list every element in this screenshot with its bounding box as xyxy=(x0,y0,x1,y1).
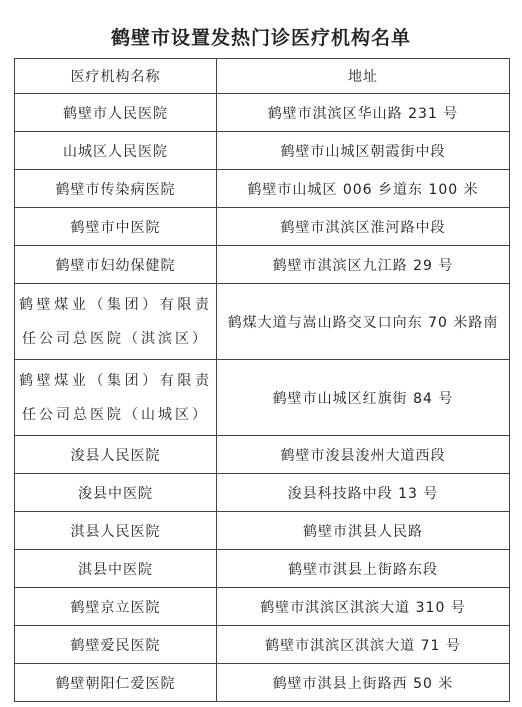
hospital-address: 鹤壁市淇县人民路 xyxy=(217,512,510,550)
table-row xyxy=(15,94,510,132)
table-row xyxy=(15,246,510,284)
hospital-name: 鹤壁朝阳仁爱医院 xyxy=(15,664,217,702)
hospital-name: 鹤壁爱民医院 xyxy=(15,626,217,664)
hospital-name: 鹤壁煤业（集团）有限责任公司总医院（山城区） xyxy=(15,360,217,436)
hospital-name: 鹤壁市中医院 xyxy=(15,208,217,246)
column-header-name: 医疗机构名称 xyxy=(15,59,217,94)
table-row xyxy=(15,360,510,436)
table-row xyxy=(15,132,510,170)
hospital-address: 鹤壁市浚县浚州大道西段 xyxy=(217,436,510,474)
hospital-name: 鹤壁京立医院 xyxy=(15,588,217,626)
hospital-name: 浚县人民医院 xyxy=(15,436,217,474)
hospital-name: 淇县中医院 xyxy=(15,550,217,588)
table-row xyxy=(15,474,510,512)
hospital-address: 鹤壁市山城区红旗街 84 号 xyxy=(217,360,510,436)
table-row xyxy=(15,284,510,360)
table-row xyxy=(15,208,510,246)
table-row xyxy=(15,512,510,550)
hospital-address: 鹤壁市淇滨区淇滨大道 310 号 xyxy=(217,588,510,626)
column-header-address: 地址 xyxy=(217,59,510,94)
table-row xyxy=(15,626,510,664)
hospital-address: 鹤壁市山城区朝霞街中段 xyxy=(217,132,510,170)
hospital-name: 浚县中医院 xyxy=(15,474,217,512)
table-header-row xyxy=(15,59,510,94)
table-row xyxy=(15,588,510,626)
table-row xyxy=(15,170,510,208)
hospital-table xyxy=(14,58,510,702)
hospital-address: 鹤煤大道与嵩山路交叉口向东 70 米路南 xyxy=(217,284,510,360)
hospital-name: 鹤壁市传染病医院 xyxy=(15,170,217,208)
table-row xyxy=(15,550,510,588)
hospital-address: 鹤壁市淇滨区华山路 231 号 xyxy=(217,94,510,132)
hospital-name: 淇县人民医院 xyxy=(15,512,217,550)
hospital-address: 鹤壁市淇滨区九江路 29 号 xyxy=(217,246,510,284)
hospital-name: 鹤壁市妇幼保健院 xyxy=(15,246,217,284)
hospital-address: 浚县科技路中段 13 号 xyxy=(217,474,510,512)
hospital-address: 鹤壁市山城区 006 乡道东 100 米 xyxy=(217,170,510,208)
hospital-address: 鹤壁市淇县上街路东段 xyxy=(217,550,510,588)
hospital-address: 鹤壁市淇滨区淮河路中段 xyxy=(217,208,510,246)
hospital-name: 鹤壁煤业（集团）有限责任公司总医院（淇滨区） xyxy=(15,284,217,360)
table-row xyxy=(15,664,510,702)
hospital-address: 鹤壁市淇滨区淇滨大道 71 号 xyxy=(217,626,510,664)
page-title: 鹤壁市设置发热门诊医疗机构名单 xyxy=(110,27,411,49)
hospital-name: 鹤壁市人民医院 xyxy=(15,94,217,132)
hospital-name: 山城区人民医院 xyxy=(15,132,217,170)
table-row xyxy=(15,436,510,474)
hospital-address: 鹤壁市淇县上街路西 50 米 xyxy=(217,664,510,702)
